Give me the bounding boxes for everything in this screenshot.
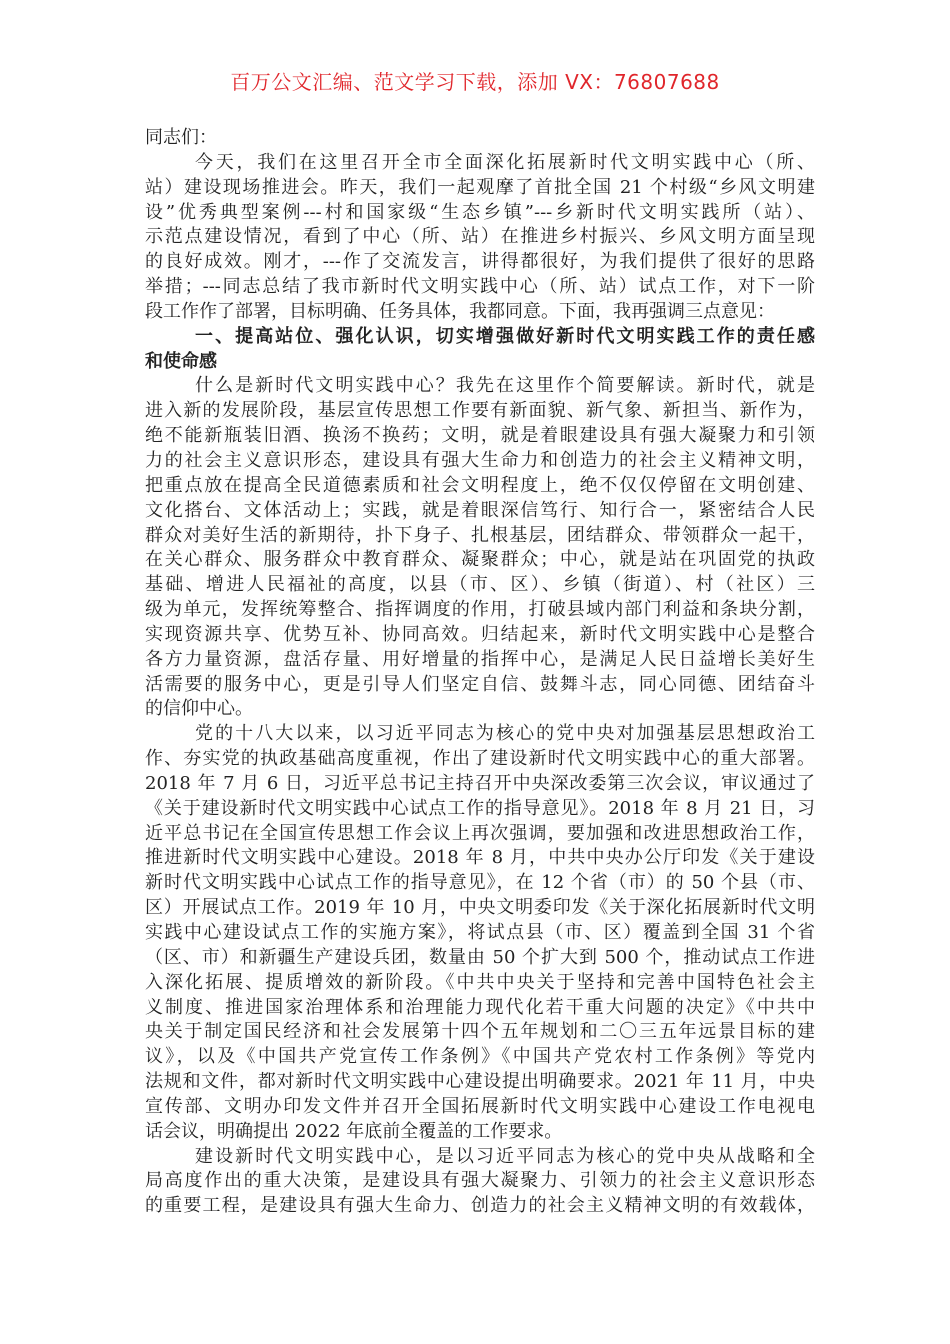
download-banner: 百万公文汇编、范文学习下载，添加 VX：76807688 xyxy=(230,70,720,94)
text-line: 把重点放在提高全民道德素质和社会文明程度上，绝不仅仅停留在文明创建、 xyxy=(145,474,815,496)
salutation xyxy=(145,126,815,151)
text-line: 的重要工程，是建设具有强大生命力、创造力的社会主义精神文明的有效载体， xyxy=(145,1195,815,1217)
text-line: 进入新的发展阶段，基层宣传思想工作要有新面貌、新气象、新担当、新作为， xyxy=(145,400,815,422)
section-heading xyxy=(145,325,815,375)
text-line: 在关心群众、服务群众中教育群众、凝聚群众；中心，就是站在巩固党的执政 xyxy=(145,549,815,571)
text-line: 各方力量资源，盘活存量、用好增量的指挥中心，是满足人民日益增长美好生 xyxy=(145,648,815,670)
text-line: 建设新时代文明实践中心，是以习近平同志为核心的党中央从战略和全 xyxy=(195,1145,815,1167)
text-line: 绝不能新瓶装旧酒、换汤不换药；文明，就是着眼建设具有强大凝聚力和引领 xyxy=(145,425,815,447)
text-line: 话会议，明确提出 2022 年底前全覆盖的工作要求。 xyxy=(145,1120,563,1142)
text-line: 《关于建设新时代文明实践中心试点工作的指导意见》。2018 年 8 月 21 日，习 xyxy=(145,797,815,819)
text-line: 基础、增进人民福祉的高度，以县（市、区）、乡镇（街道）、村（社区）三 xyxy=(145,574,815,596)
text-line: 的信仰中心。 xyxy=(145,698,253,720)
text-line: 央关于制定国民经济和社会发展第十四个五年规划和二〇三五年远景目标的建 xyxy=(145,1021,815,1043)
text-line: 推进新时代文明实践中心建设。2018 年 8 月，中共中央办公厅印发《关于建设 xyxy=(145,847,815,869)
text-line: 站）建设现场推进会。昨天，我们一起观摩了首批全国 21 个村级“乡风文明建 xyxy=(145,176,815,198)
paragraph xyxy=(145,374,815,722)
text-line: 一、提高站位、强化认识，切实增强做好新时代文明实践工作的责任感 xyxy=(195,325,815,347)
text-line: 入深化拓展、提质增效的新阶段。《中共中央关于坚持和完善中国特色社会主 xyxy=(145,971,815,993)
text-line: 实践中心建设试点工作的实施方案》，将试点县（市、区）覆盖到全国 31 个省 xyxy=(145,922,815,943)
text-line: 段工作作了部署，目标明确、任务具体，我都同意。下面，我再强调三点意见： xyxy=(145,300,775,322)
text-line: 同志们： xyxy=(145,127,217,148)
text-line: 法规和文件，都对新时代文明实践中心建设提出明确要求。2021 年 11 月，中央 xyxy=(145,1071,815,1093)
text-line: 党的十八大以来，以习近平同志为核心的党中央对加强基层思想政治工 xyxy=(195,723,815,745)
text-line: 实现资源共享、优势互补、协同高效。归结起来，新时代文明实践中心是整合 xyxy=(145,623,815,645)
text-line: 新时代文明实践中心试点工作的指导意见》，在 12 个省（市）的 50 个县（市、 xyxy=(145,872,815,894)
text-line: 级为单元，发挥统筹整合、指挥调度的作用，打破县域内部门利益和条块分割， xyxy=(145,599,815,621)
text-line: 议》，以及《中国共产党宣传工作条例》《中国共产党农村工作条例》等党内 xyxy=(145,1046,815,1068)
text-line: 设”优秀典型案例---村和国家级“生态乡镇”---乡新时代文明实践所（站）、 xyxy=(145,201,815,223)
text-line: 今天，我们在这里召开全市全面深化拓展新时代文明实践中心（所、 xyxy=(195,151,815,173)
text-line: 局高度作出的重大决策，是建设具有强大凝聚力、引领力的社会主义意识形态 xyxy=(145,1170,815,1192)
text-line: 区）开展试点工作。2019 年 10 月，中央文明委印发《关于深化拓展新时代文明 xyxy=(145,897,815,919)
text-line: 作、夯实党的执政基础高度重视，作出了建设新时代文明实践中心的重大部署。 xyxy=(145,748,815,770)
text-line: 文化搭台、文体活动上；实践，就是着眼深信笃行、知行合一，紧密结合人民 xyxy=(145,499,815,521)
text-line: 力的社会主义意识形态，建设具有强大生命力和创造力的社会主义精神文明， xyxy=(145,449,815,471)
text-line: 的良好成效。刚才，---作了交流发言，讲得都很好，为我们提供了很好的思路 xyxy=(145,251,815,273)
document-body xyxy=(145,126,815,1219)
paragraph xyxy=(145,151,815,325)
text-line: 举措；---同志总结了我市新时代文明实践中心（所、站）试点工作，对下一阶 xyxy=(145,276,815,298)
text-line: 活需要的服务中心，更是引导人们坚定自信、鼓舞斗志，同心同德、团结奋斗 xyxy=(145,673,815,695)
paragraph xyxy=(145,1145,815,1220)
text-line: 什么是新时代文明实践中心？我先在这里作个简要解读。新时代，就是 xyxy=(195,375,815,397)
text-line: 示范点建设情况，看到了中心（所、站）在推进乡村振兴、乡风文明方面呈现 xyxy=(145,226,815,248)
text-line: 近平总书记在全国宣传思想工作会议上再次强调，要加强和改进思想政治工作， xyxy=(145,822,815,844)
text-line: 群众对美好生活的新期待，扑下身子、扎根基层，团结群众、带领群众一起干， xyxy=(145,524,815,546)
text-line: 2018 年 7 月 6 日，习近平总书记主持召开中央深改委第三次会议，审议通过了 xyxy=(145,772,815,794)
text-line: 义制度、推进国家治理体系和治理能力现代化若干重大问题的决定》《中共中 xyxy=(145,996,815,1018)
text-line: 宣传部、文明办印发文件并召开全国拓展新时代文明实践中心建设工作电视电 xyxy=(145,1095,815,1117)
text-line: 和使命感 xyxy=(145,350,217,372)
paragraph xyxy=(145,722,815,1144)
text-line: （区、市）和新疆生产建设兵团，数量由 50 个扩大到 500 个，推动试点工作进 xyxy=(145,946,815,968)
